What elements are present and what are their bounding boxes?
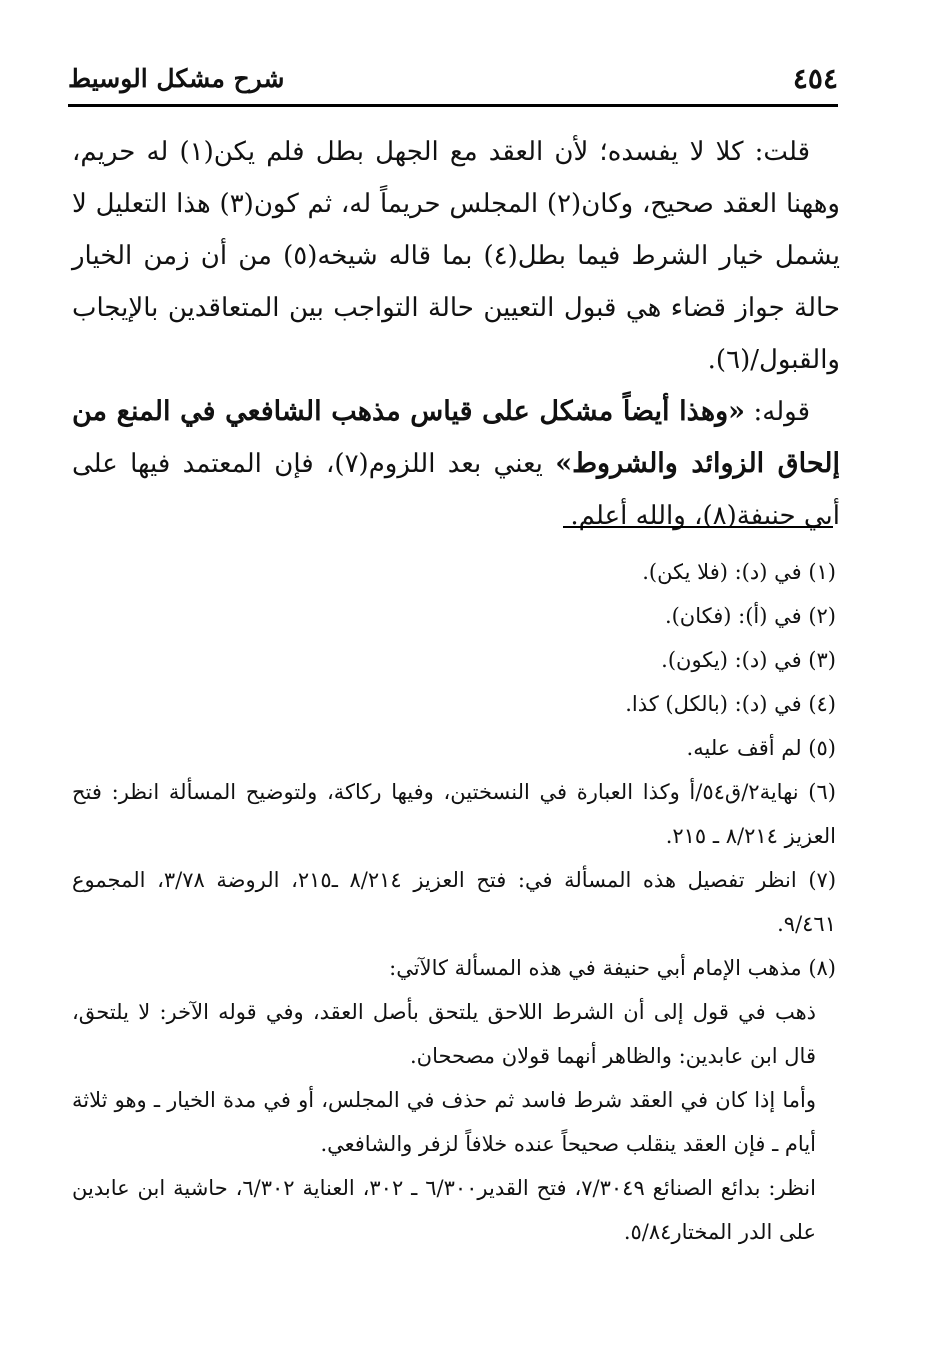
- paragraph-2-rest: يعني بعد اللزوم(٧)، فإن المعتمد فيها على أبي حنيفة(٨)، والله أعلم.: [72, 449, 840, 531]
- main-text: [72, 126, 840, 542]
- footnote-8-para-2: وأما إذا كان في العقد شرط فاسد ثم حذف في المجلس، أو في مدة الخيار ـ وهو ثلاثة أيام ـ فإن العقد ينقلب صحيحاً عنده خلافاً لزفر والشافعي.: [72, 1088, 816, 1156]
- book-title: شرح مشكل الوسيط: [68, 64, 285, 93]
- footnote-6: (٦) نهاية٢/ق٥٤/أ وكذا العبارة في النسختين، وفيها ركاكة، ولتوضيح المسألة انظر: فتح العزيز ٨/٢١٤ ـ ٢١٥.: [72, 780, 836, 848]
- footnote-4: (٤) في (د): (بالكل) كذا.: [625, 692, 836, 716]
- footnote-5: (٥) لم أقف عليه.: [686, 736, 836, 760]
- footnotes: [72, 550, 836, 1254]
- footnote-3: (٣) في (د): (يكون).: [661, 648, 836, 672]
- footnote-2: (٢) في (أ): (فكان).: [664, 604, 836, 628]
- page-number: ٤٥٤: [792, 62, 838, 95]
- page-header: [68, 62, 838, 107]
- paragraph-2-lead: قوله:: [745, 397, 810, 427]
- footnote-8-intro: (٨) مذهب الإمام أبي حنيفة في هذه المسألة كالآتي:: [389, 956, 836, 980]
- footnote-7: (٧) انظر تفصيل هذه المسألة في: فتح العزيز ٨/٢١٤ ـ٢١٥، الروضة ٣/٧٨، المجموع ٩/٤٦١.: [72, 868, 837, 936]
- footnote-8-para-1: ذهب في قول إلى أن الشرط اللاحق يلتحق بأصل العقد، وفي قوله الآخر: لا يلتحق، قال ابن عابدين: والظاهر أنهما قولان مصححان.: [72, 1000, 816, 1068]
- paragraph-2: [72, 386, 840, 542]
- paragraph-1: قلت: كلا لا يفسده؛ لأن العقد مع الجهل بطل فلم يكن(١) له حريم، وههنا العقد صحيح، وكان(٢) المجلس حريماً له، ثم كون(٣) هذا التعليل لا يشمل خيار الشرط فيما بطل(٤) بما قاله شيخه(٥) من أن زمن الخيار حالة جواز قضاء هي قبول التعيين حالة التواجب بين المتعاقدين بالإيجاب والقبول/(٦).: [72, 137, 841, 375]
- quoted-text: «وهذا أيضاً مشكل على قياس مذهب الشافعي في المنع من إلحاق الزوائد والشروط»: [72, 396, 840, 479]
- footnote-8-para-3: انظر: بدائع الصنائع ٧/٣٠٤٩، فتح القدير٦/٣٠٠ ـ ٣٠٢، العناية ٦/٣٠٢، حاشية ابن عابدين على الدر المختار٥/٨٤.: [72, 1176, 816, 1244]
- footnote-separator: [563, 526, 833, 528]
- footnote-1: (١) في (د): (فلا يكن).: [642, 560, 836, 584]
